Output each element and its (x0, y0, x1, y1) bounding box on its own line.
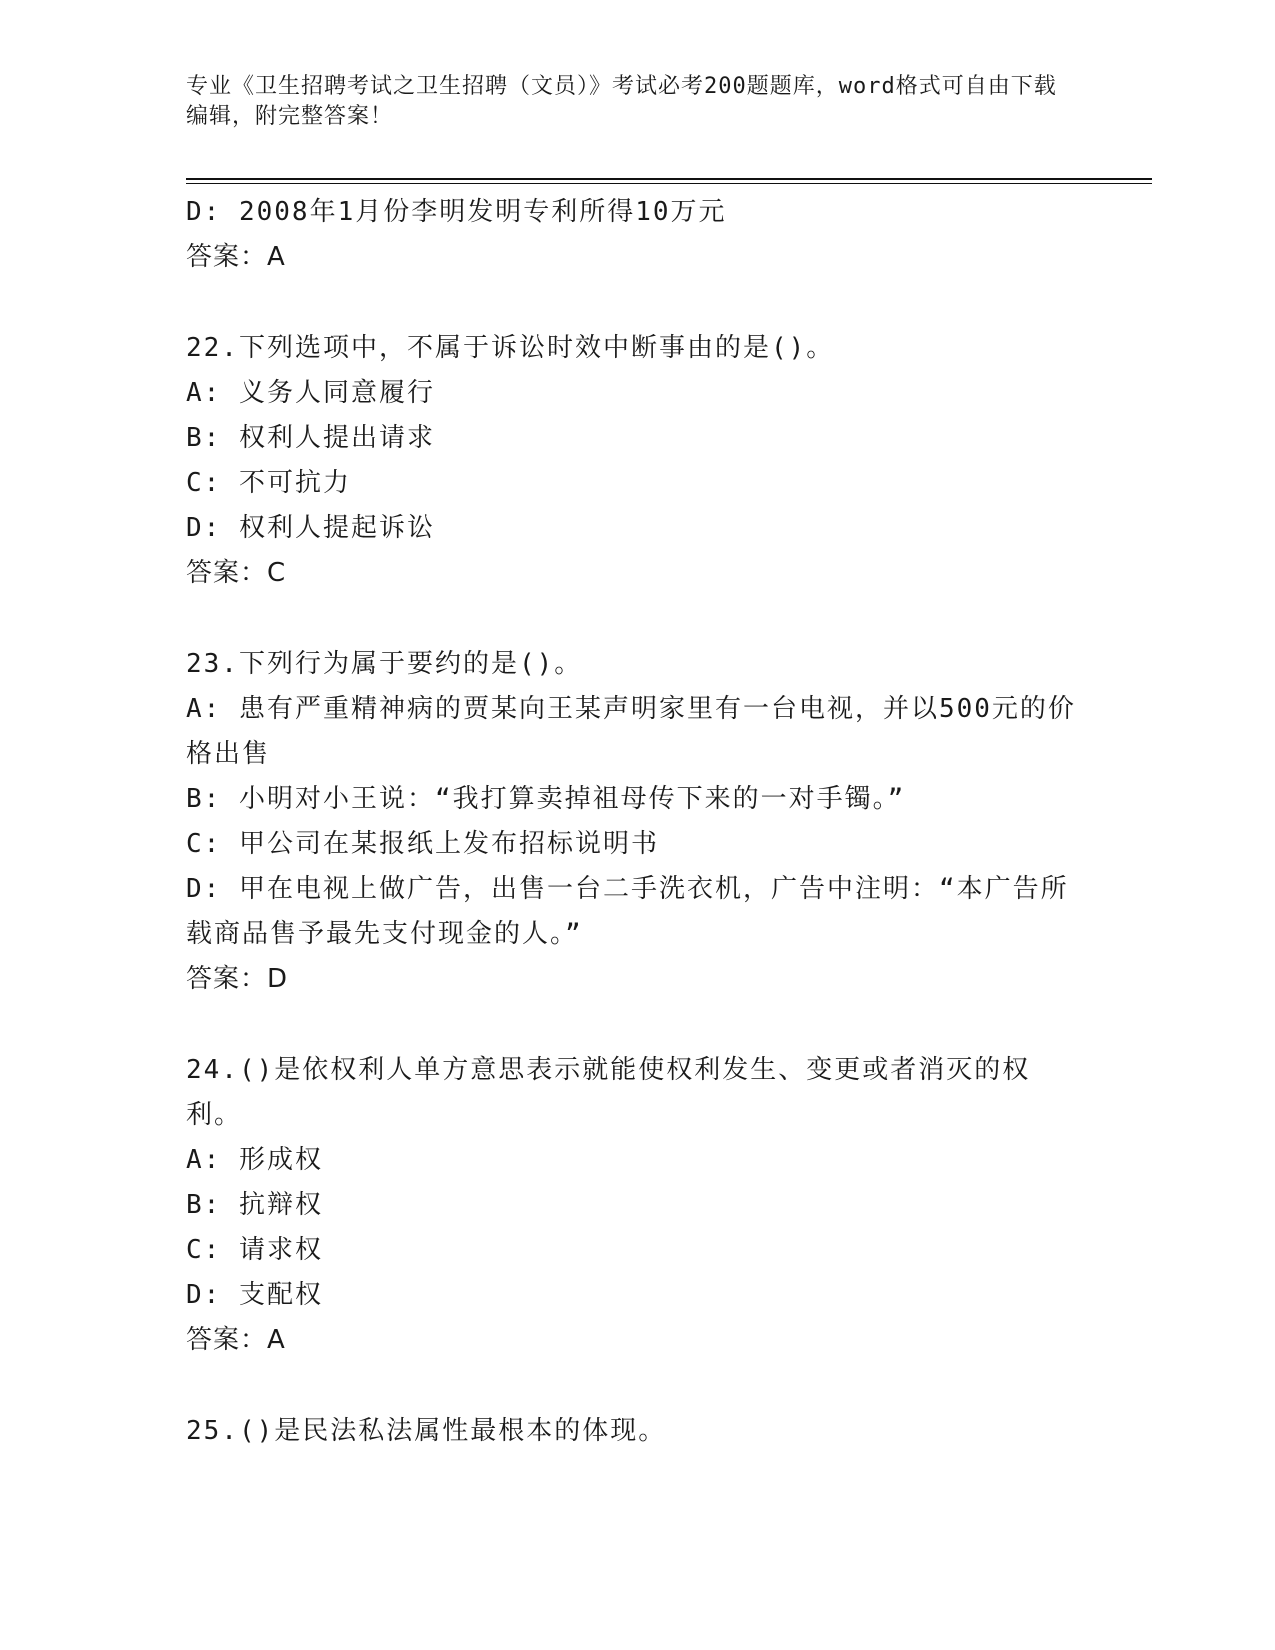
option-a: A: 形成权 (186, 1145, 323, 1175)
option-d: D: 权利人提起诉讼 (186, 513, 435, 543)
question-stem: 25.()是民法私法属性最根本的体现。 (186, 1416, 667, 1446)
option-a: A: 义务人同意履行 (186, 378, 435, 408)
answer-line: 答案：C (186, 558, 287, 588)
option-d: D: 甲在电视上做广告，出售一台二手洗衣机，广告中注明：“本广告所载商品售予最先支付现金的人。” (186, 874, 1069, 949)
answer-line: 答案：A (186, 1325, 286, 1355)
option-c: C: 甲公司在某报纸上发布招标说明书 (186, 829, 659, 859)
question-stem: 22.下列选项中，不属于诉讼时效中断事由的是()。 (186, 333, 835, 363)
question-stem: 23.下列行为属于要约的是()。 (186, 649, 583, 679)
option-b: B: 权利人提出请求 (186, 423, 435, 453)
option-c: C: 不可抗力 (186, 468, 351, 498)
header-rule-top (186, 178, 1152, 180)
option-a: A: 患有严重精神病的贾某向王某声明家里有一台电视，并以500元的价格出售 (186, 694, 1076, 769)
option-b: B: 小明对小王说：“我打算卖掉祖母传下来的一对手镯。” (186, 784, 906, 814)
question-list (186, 190, 1086, 1454)
option-c: C: 请求权 (186, 1235, 323, 1265)
document-header: 专业《卫生招聘考试之卫生招聘（文员）》考试必考200题题库，word格式可自由下载编辑，附完整答案！ (186, 74, 1057, 129)
option-d: D: 2008年1月份李明发明专利所得10万元 (186, 197, 727, 227)
option-b: B: 抗辩权 (186, 1190, 323, 1220)
answer-line: 答案：A (186, 242, 286, 272)
header-rule-bottom (186, 183, 1152, 184)
question-stem: 24.()是依权利人单方意思表示就能使权利发生、变更或者消灭的权利。 (186, 1055, 1031, 1130)
answer-line: 答案：D (186, 964, 289, 994)
option-d: D: 支配权 (186, 1280, 323, 1310)
